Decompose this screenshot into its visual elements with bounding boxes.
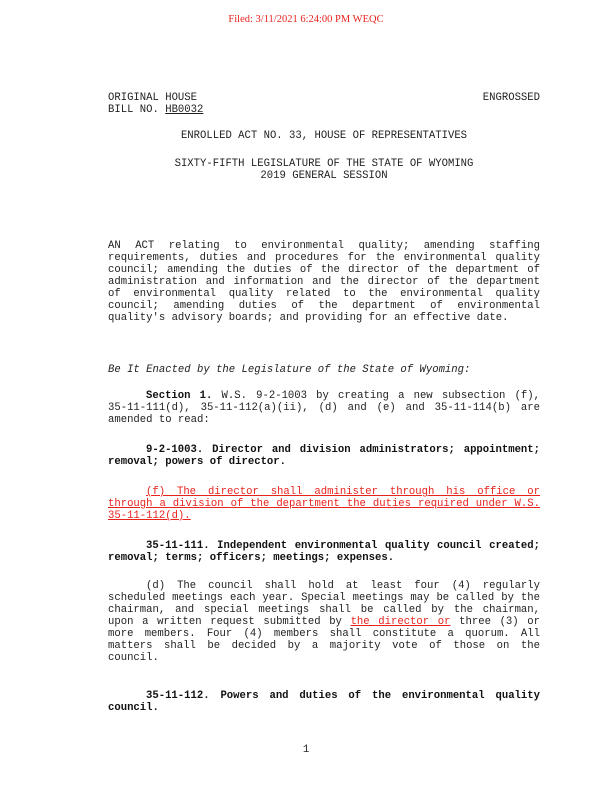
bill-origin [108,92,203,116]
bill-number: HB0032 [165,104,204,116]
session-title: 2019 GENERAL SESSION [260,170,388,182]
subsection-f [108,486,540,522]
bill-number-line [108,104,203,116]
heading-35-11-112 [108,690,540,714]
heading-35-11-111 [108,540,540,564]
bill-number-prefix: BILL NO. [108,104,166,116]
paragraph-d [108,580,540,664]
paragraph-d-before: (d) The council shall hold at least four (4) regularly scheduled meetings each year. Special meetings may be called by the chairman, and special meetings shall be called by the chairman, upon a written request submitted by [108,580,540,628]
paragraph-d-after: three (3) or more members. Four (4) members shall constitute a quorum. All matters shall be decided by a majority vote of those on the council. [108,616,540,664]
section-1-label: Section 1. [146,390,213,402]
legislature-title: SIXTY-FIFTH LEGISLATURE OF THE STATE OF WYOMING [174,158,474,170]
act-description: AN ACT relating to environmental quality; amending staffing requirements, duties and procedures for the environmental quality council; amending the duties of the director of the department of administration and information and the director of the department of environmental quality related to the environmental quality council; amending duties of the department of environmental quality's advisory boards; and providing for an effective date. [108,240,540,324]
heading-9-2-1003-text: 9-2-1003. Director and division administrators; appointment; removal; powers of director. [108,444,540,468]
paragraph-d-inserted: the director or [350,616,451,628]
enrolled-act-title: ENROLLED ACT NO. 33, HOUSE OF REPRESENTATIVES [180,130,468,142]
subsection-f-text: (f) The director shall administer through his office or through a division of the department the duties required under W.S. 35-11-112(d). [108,486,540,522]
enacting-clause: Be It Enacted by the Legislature of the State of Wyoming: [108,364,471,376]
page-number: 1 [302,744,310,756]
section-1 [108,390,540,426]
heading-35-11-112-text: 35-11-112. Powers and duties of the environmental quality council. [108,690,540,714]
heading-9-2-1003 [108,444,540,468]
origin-line: ORIGINAL HOUSE [108,92,198,104]
section-1-text: W.S. 9-2-1003 by creating a new subsection (f), 35-11-111(d), 35-11-112(a)(ii), (d) and (e) and 35-11-114(b) are amended to read: [108,390,540,426]
heading-35-11-111-text: 35-11-111. Independent environmental quality council created; removal; terms; officers; meetings; expenses. [108,540,540,564]
filed-stamp: Filed: 3/11/2021 6:24:00 PM WEQC [228,14,384,25]
engrossed-label: ENGROSSED [482,92,540,104]
